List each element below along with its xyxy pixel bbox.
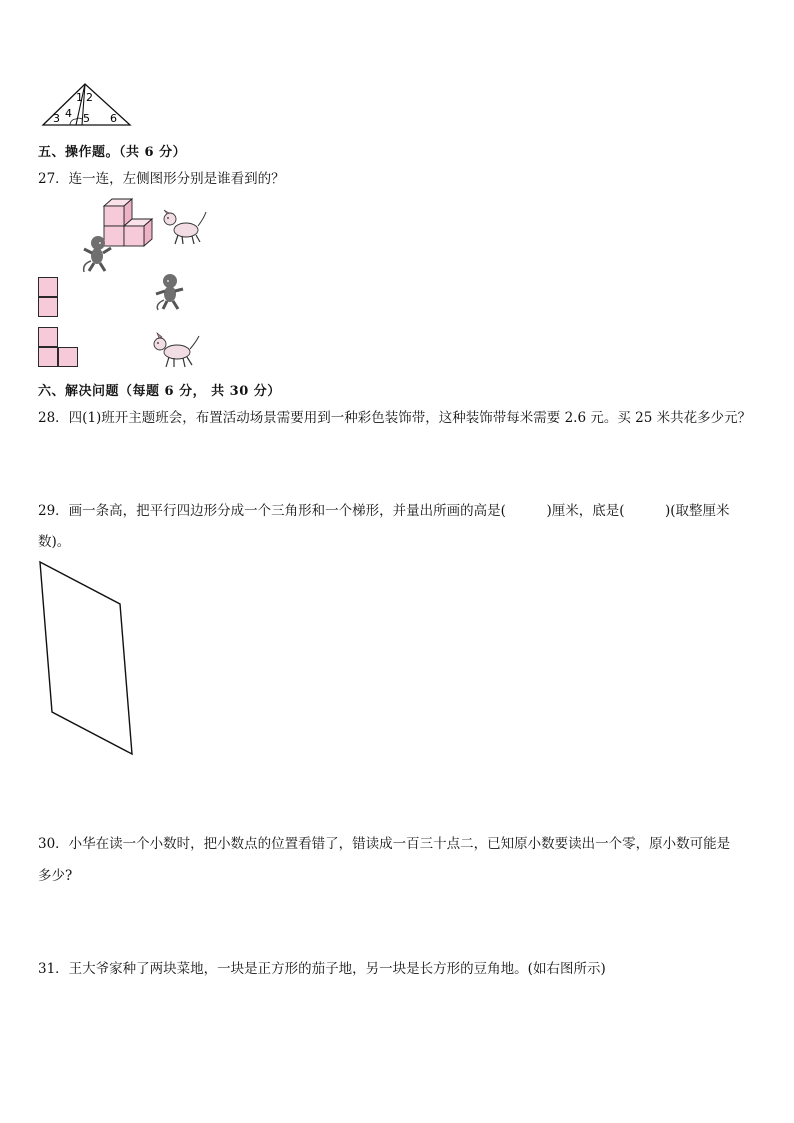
view-2-figure [38,327,82,369]
view-2-square-bottom-right [58,347,78,367]
monkey-middle-icon [150,272,190,312]
question-29-line-2: 数)。 [38,534,71,550]
monkey-top-icon [78,234,118,274]
section-5-heading: 五、操作题。（共 6 分） [38,145,187,160]
parallelogram-figure [35,558,139,758]
view-2-square-top [38,327,58,347]
triangle-figure [40,80,135,128]
dog-bottom-icon [150,330,202,370]
view-1-figure [38,277,60,319]
dog-top-icon [160,208,210,248]
question-31-text: 31．王大爷家种了两块菜地，一块是正方形的茄子地，另一块是长方形的豆角地。(如右图所示) [38,961,606,977]
question-29-line-1: 29．画一条高，把平行四边形分成一个三角形和一个梯形，并量出所画的高是( )厘米，底是( )(取整厘米 [38,503,730,519]
angle-label-2: 2 [86,91,93,104]
question-27-text: 27．连一连，左侧图形分别是谁看到的？ [38,171,285,187]
view-1-square-top [38,277,58,297]
angle-label-1: 1 [76,91,83,104]
question-30-line-1: 30．小华在读一个小数时，把小数点的位置看错了，错读成一百三十点二，已知原小数要读出一个零，原小数可能是 [38,836,731,852]
question-30-line-2: 多少? [38,868,73,884]
angle-label-5: 5 [83,112,90,125]
angle-label-6: 6 [110,112,117,125]
view-1-square-bottom [38,297,58,317]
angle-label-4: 4 [65,107,72,120]
angle-label-3: 3 [53,112,60,125]
view-2-square-bottom-left [38,347,58,367]
question-28-text: 28．四(1)班开主题班会，布置活动场景需要用到一种彩色装饰带，这种装饰带每米需要 2.6 元。买 25 米共花多少元？ [38,410,752,426]
section-6-heading: 六、解决问题（每题 6 分， 共 30 分） [38,384,281,399]
